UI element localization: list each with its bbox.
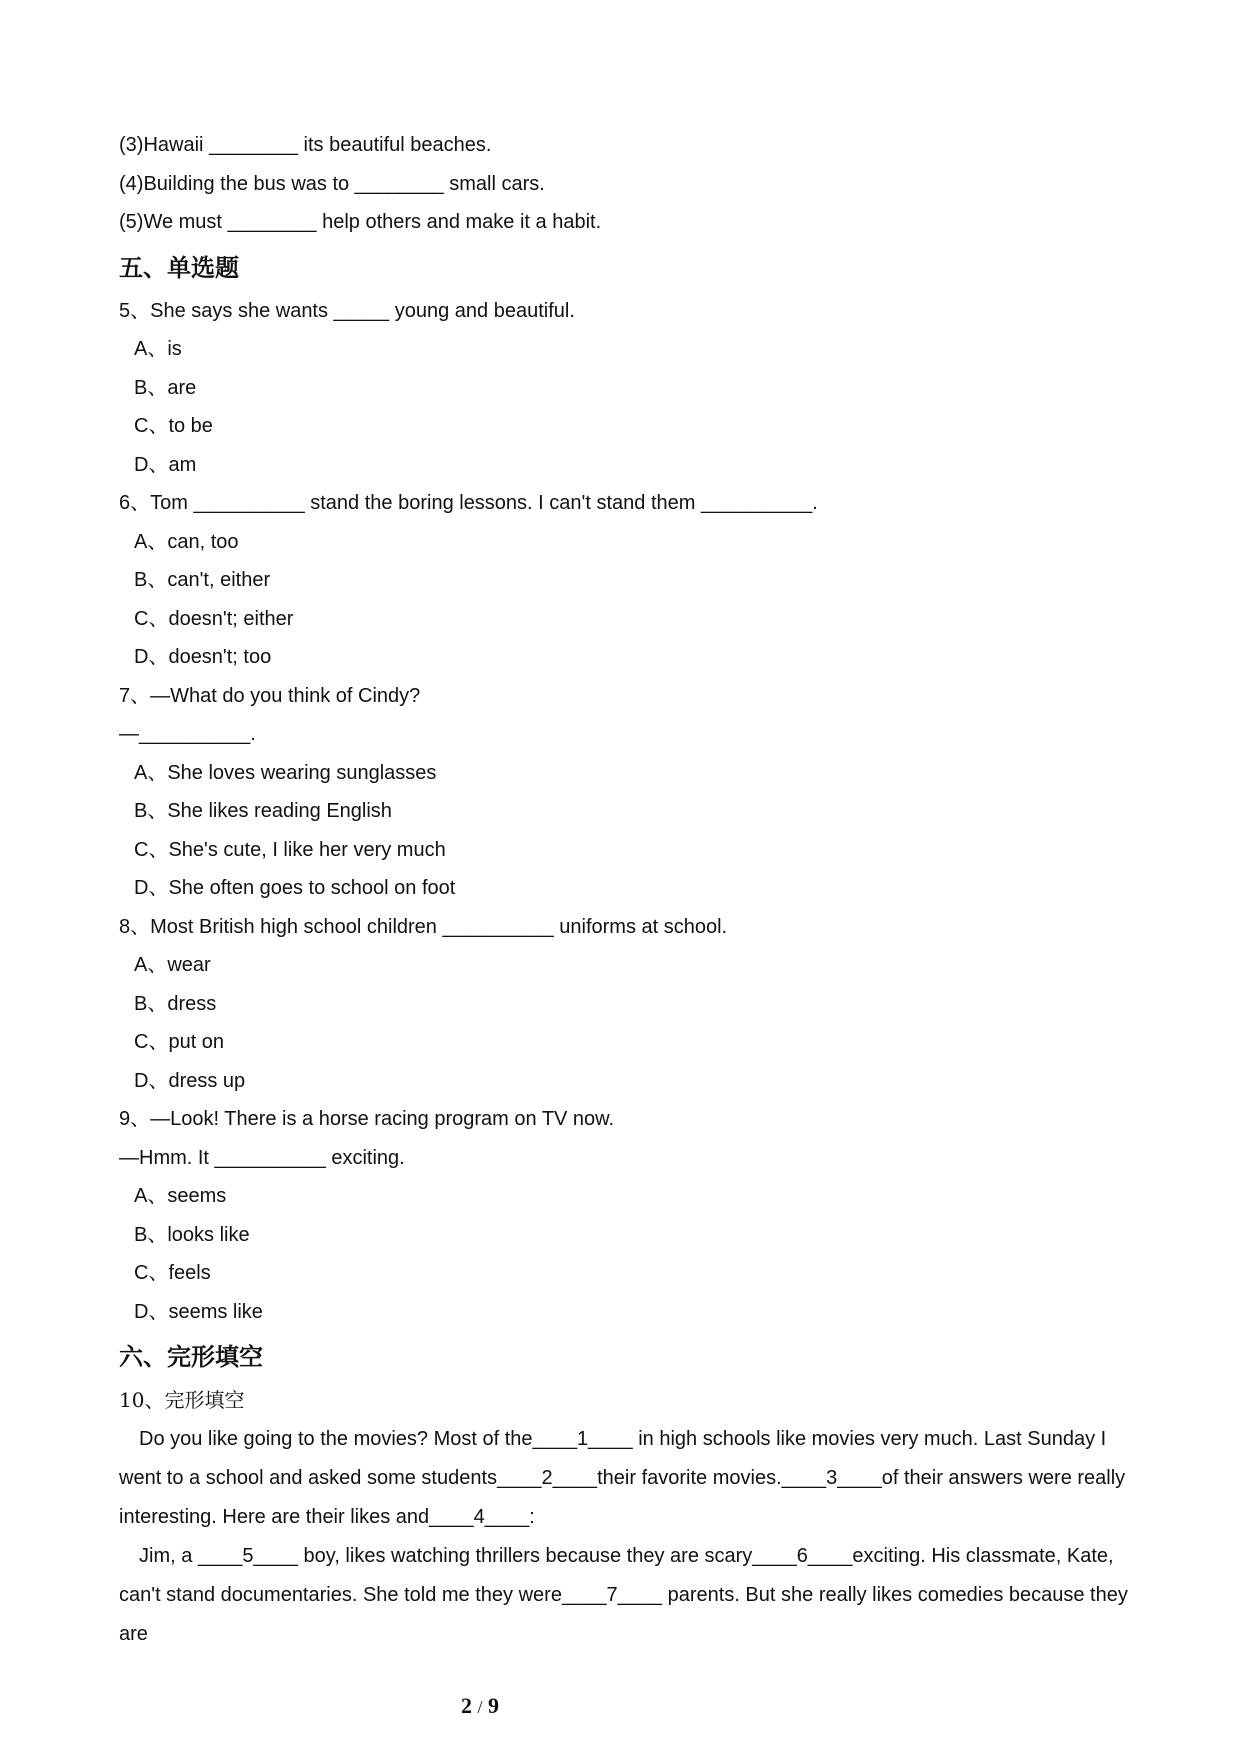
- option-a: A、seems: [134, 1185, 227, 1207]
- question-8: [119, 908, 1139, 1101]
- question-stem-reply: —Hmm. It __________ exciting.: [119, 1146, 405, 1169]
- question-stem: 5、She says she wants _____ young and beautiful.: [119, 299, 575, 322]
- section-heading-single-choice: 五、单选题: [119, 253, 239, 282]
- option-c: C、doesn't; either: [134, 607, 294, 630]
- question-9: [119, 1100, 1139, 1331]
- cloze-paragraph-1: Do you like going to the movies? Most of the____1____ in high schools like movies very much. Last Sunday I went to a school and asked some students____2____their favorite movies.____3____of their answers were really interesting. Here are their likes and____4____:: [119, 1427, 1126, 1528]
- option-c: C、She's cute, I like her very much: [134, 838, 446, 861]
- option-a: A、wear: [134, 954, 211, 976]
- option-b: B、are: [134, 376, 197, 399]
- fill-in-item-3: (3)Hawaii ________ its beautiful beaches.: [119, 134, 492, 156]
- question-6: [119, 484, 1139, 677]
- option-a: A、She loves wearing sunglasses: [134, 761, 437, 784]
- fill-in-item-4: (4)Building the bus was to ________ small cars.: [119, 172, 545, 195]
- option-d: D、dress up: [134, 1069, 246, 1092]
- page-separator: /: [477, 1697, 483, 1717]
- question-stem: 7、—What do you think of Cindy?: [119, 684, 421, 707]
- question-10-label: 10、完形填空: [119, 1388, 245, 1412]
- page-current: 2: [460, 1693, 472, 1718]
- option-b: B、looks like: [134, 1223, 250, 1246]
- option-d: D、seems like: [134, 1300, 263, 1323]
- option-c: C、put on: [134, 1031, 225, 1053]
- section-heading-cloze: 六、完形填空: [119, 1343, 263, 1371]
- question-5: [119, 292, 1139, 485]
- option-b: B、can't, either: [134, 569, 271, 591]
- question-stem-reply: —__________.: [119, 723, 256, 745]
- option-a: A、is: [134, 338, 182, 360]
- option-d: D、am: [134, 453, 197, 476]
- option-c: C、to be: [134, 415, 213, 437]
- cloze-paragraph-2: Jim, a ____5____ boy, likes watching thrillers because they are scary____6____exciting. His classmate, Kate, can't stand documentaries. She told me they were____7____ parents. But she really likes comedies because they are: [119, 1544, 1128, 1645]
- question-stem: 9、—Look! There is a horse racing program on TV now.: [119, 1108, 615, 1130]
- question-7: [119, 677, 1139, 908]
- page-number: [0, 1693, 960, 1719]
- option-d: D、doesn't; too: [134, 646, 272, 668]
- page-content: [119, 126, 1139, 1654]
- question-stem: 8、Most British high school children __________ uniforms at school.: [119, 915, 728, 938]
- option-a: A、can, too: [134, 530, 239, 553]
- question-stem: 6、Tom __________ stand the boring lessons. I can't stand them __________.: [119, 492, 818, 514]
- fill-in-item-5: (5)We must ________ help others and make it a habit.: [119, 211, 602, 233]
- page-total: 9: [488, 1693, 499, 1718]
- option-d: D、She often goes to school on foot: [134, 877, 456, 899]
- option-b: B、dress: [134, 992, 217, 1015]
- option-c: C、feels: [134, 1262, 211, 1284]
- option-b: B、She likes reading English: [134, 800, 392, 822]
